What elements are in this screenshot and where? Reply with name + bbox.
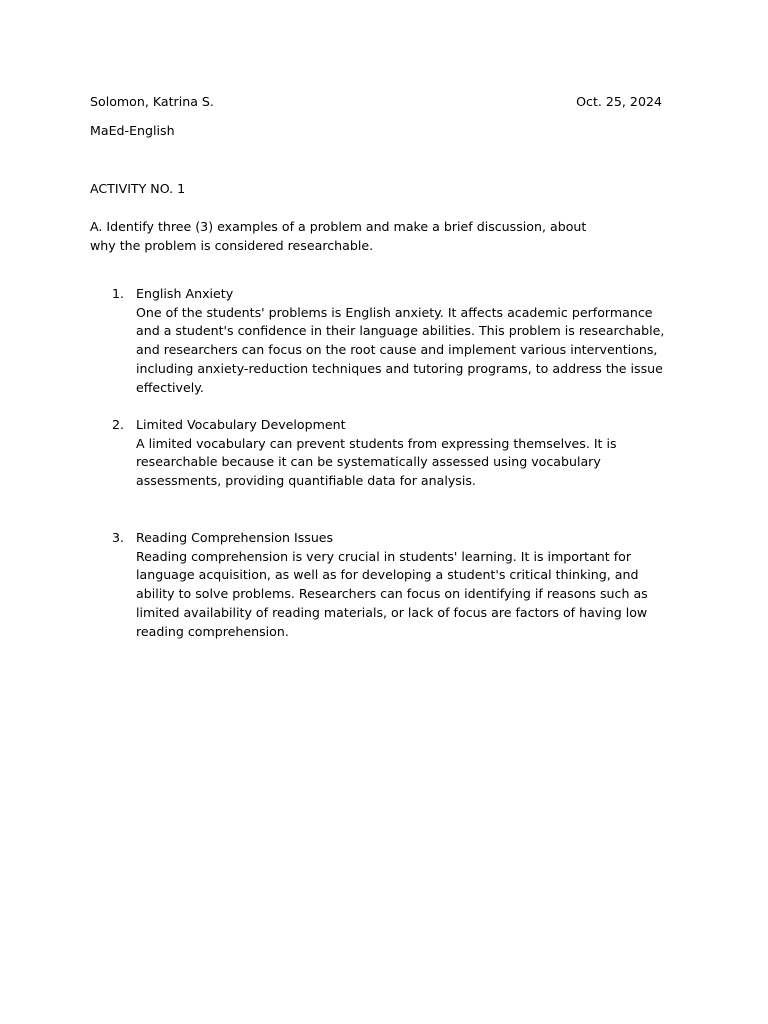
program-name: MaEd-English xyxy=(90,123,175,138)
list-item-text: A limited vocabulary can prevent students from expressing themselves. It is researchable because it can be systematically assessed using vocabulary assessments, providing quantifiable data for analysis. xyxy=(136,435,617,489)
list-item-title: Reading Comprehension Issues xyxy=(136,530,334,545)
list-item-text: One of the students' problems is English anxiety. It affects academic performance and a student's confidence in their language abilities. This problem is researchable, and researchers can focus on the root cause and implement various interventions, including anxiety-reduction techniques and tutoring programs, to address the issue effectively. xyxy=(136,304,665,395)
list-item-text: Reading comprehension is very crucial in students' learning. It is important for language acquisition, as well as for developing a student's critical thinking, and ability to solve problems. Researchers can focus on identifying if reasons such as limited availability of reading materials, or lack of focus are factors of having low reading comprehension. xyxy=(136,548,648,639)
list-item-title: English Anxiety xyxy=(136,286,234,301)
list-item-body xyxy=(136,529,676,641)
list-item-body xyxy=(136,416,676,491)
document-date: Oct. 25, 2024 xyxy=(576,94,662,109)
list-item-number: 2. xyxy=(112,417,125,432)
list-item-body xyxy=(136,285,676,397)
activity-title: ACTIVITY NO. 1 xyxy=(90,181,186,196)
list-item-title: Limited Vocabulary Development xyxy=(136,417,346,432)
list-item-number: 3. xyxy=(112,530,125,545)
author-name: Solomon, Katrina S. xyxy=(90,94,214,109)
activity-instructions: A. Identify three (3) examples of a problem and make a brief discussion, about why the problem is considered researchable. xyxy=(90,219,587,253)
list-item-number: 1. xyxy=(112,286,125,301)
